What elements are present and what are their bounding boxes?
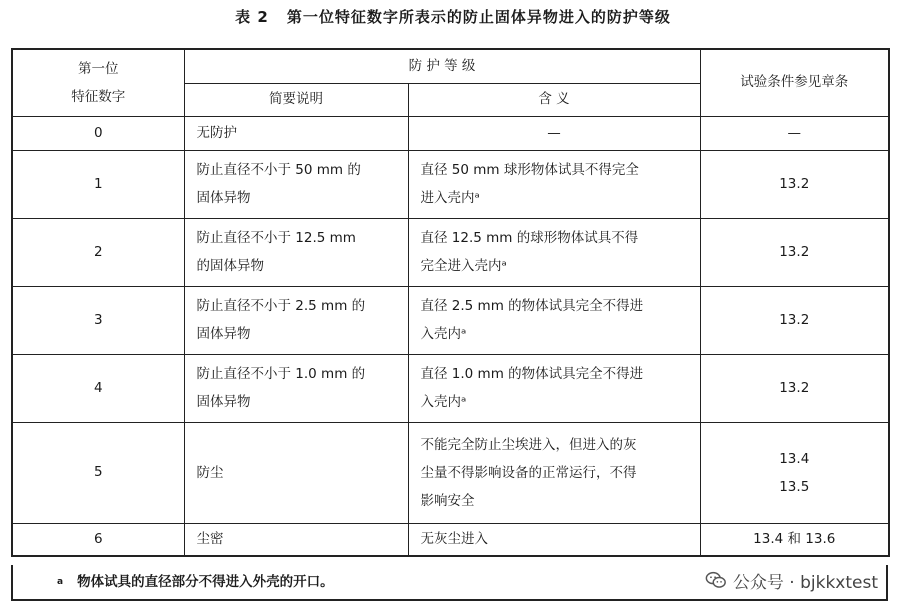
test-cell: 13.2 — [700, 354, 889, 422]
watermark-text: 公众号 · bjkkxtest — [732, 572, 878, 593]
table-row — [12, 286, 889, 354]
table-row — [12, 422, 889, 523]
brief-cell: 尘密 — [184, 523, 408, 556]
footnote-mark: a — [57, 577, 64, 587]
table-row — [12, 354, 889, 422]
digit-cell: 2 — [12, 218, 184, 286]
header-brief: 简要说明 — [184, 83, 408, 116]
table-number: 表 2 — [235, 8, 269, 26]
wechat-icon — [705, 569, 727, 591]
digit-cell: 1 — [12, 150, 184, 218]
header-test: 试验条件参见章条 — [700, 49, 889, 116]
table-row — [12, 116, 889, 150]
brief-cell: 防尘 — [184, 422, 408, 523]
digit-cell: 3 — [12, 286, 184, 354]
footnote-text: 物体试具的直径部分不得进入外壳的开口。 — [77, 574, 334, 590]
meaning-cell: 直径 1.0 mm 的物体试具完全不得进 入壳内ᵃ — [408, 354, 700, 422]
test-cell: 13.4 和 13.6 — [700, 523, 889, 556]
table-row — [12, 218, 889, 286]
header-protection: 防 护 等 级 — [184, 49, 700, 83]
test-cell: 13.4 13.5 — [700, 422, 889, 523]
digit-cell: 5 — [12, 422, 184, 523]
brief-cell: 防止直径不小于 50 mm 的 固体异物 — [184, 150, 408, 218]
protection-table — [11, 48, 890, 557]
meaning-cell: 无灰尘进入 — [408, 523, 700, 556]
brief-cell: 防止直径不小于 12.5 mm 的固体异物 — [184, 218, 408, 286]
meaning-cell: 直径 12.5 mm 的球形物体试具不得 完全进入壳内ᵃ — [408, 218, 700, 286]
test-cell: — — [700, 116, 889, 150]
test-cell: 13.2 — [700, 150, 889, 218]
header-digit: 第一位 特征数字 — [12, 49, 184, 116]
meaning-cell: 不能完全防止尘埃进入，但进入的灰 尘量不得影响设备的正常运行，不得 影响安全 — [408, 422, 700, 523]
digit-cell: 4 — [12, 354, 184, 422]
test-cell: 13.2 — [700, 286, 889, 354]
table-title — [0, 6, 906, 27]
watermark — [703, 566, 880, 594]
brief-cell: 防止直径不小于 1.0 mm 的 固体异物 — [184, 354, 408, 422]
brief-cell: 无防护 — [184, 116, 408, 150]
test-cell: 13.2 — [700, 218, 889, 286]
meaning-cell: — — [408, 116, 700, 150]
meaning-cell: 直径 2.5 mm 的物体试具完全不得进 入壳内ᵃ — [408, 286, 700, 354]
table-row — [12, 523, 889, 556]
table-caption: 第一位特征数字所表示的防止固体异物进入的防护等级 — [286, 8, 671, 26]
meaning-cell: 直径 50 mm 球形物体试具不得完全 进入壳内ᵃ — [408, 150, 700, 218]
digit-cell: 6 — [12, 523, 184, 556]
table-row — [12, 150, 889, 218]
digit-cell: 0 — [12, 116, 184, 150]
brief-cell: 防止直径不小于 2.5 mm 的 固体异物 — [184, 286, 408, 354]
header-meaning: 含 义 — [408, 83, 700, 116]
